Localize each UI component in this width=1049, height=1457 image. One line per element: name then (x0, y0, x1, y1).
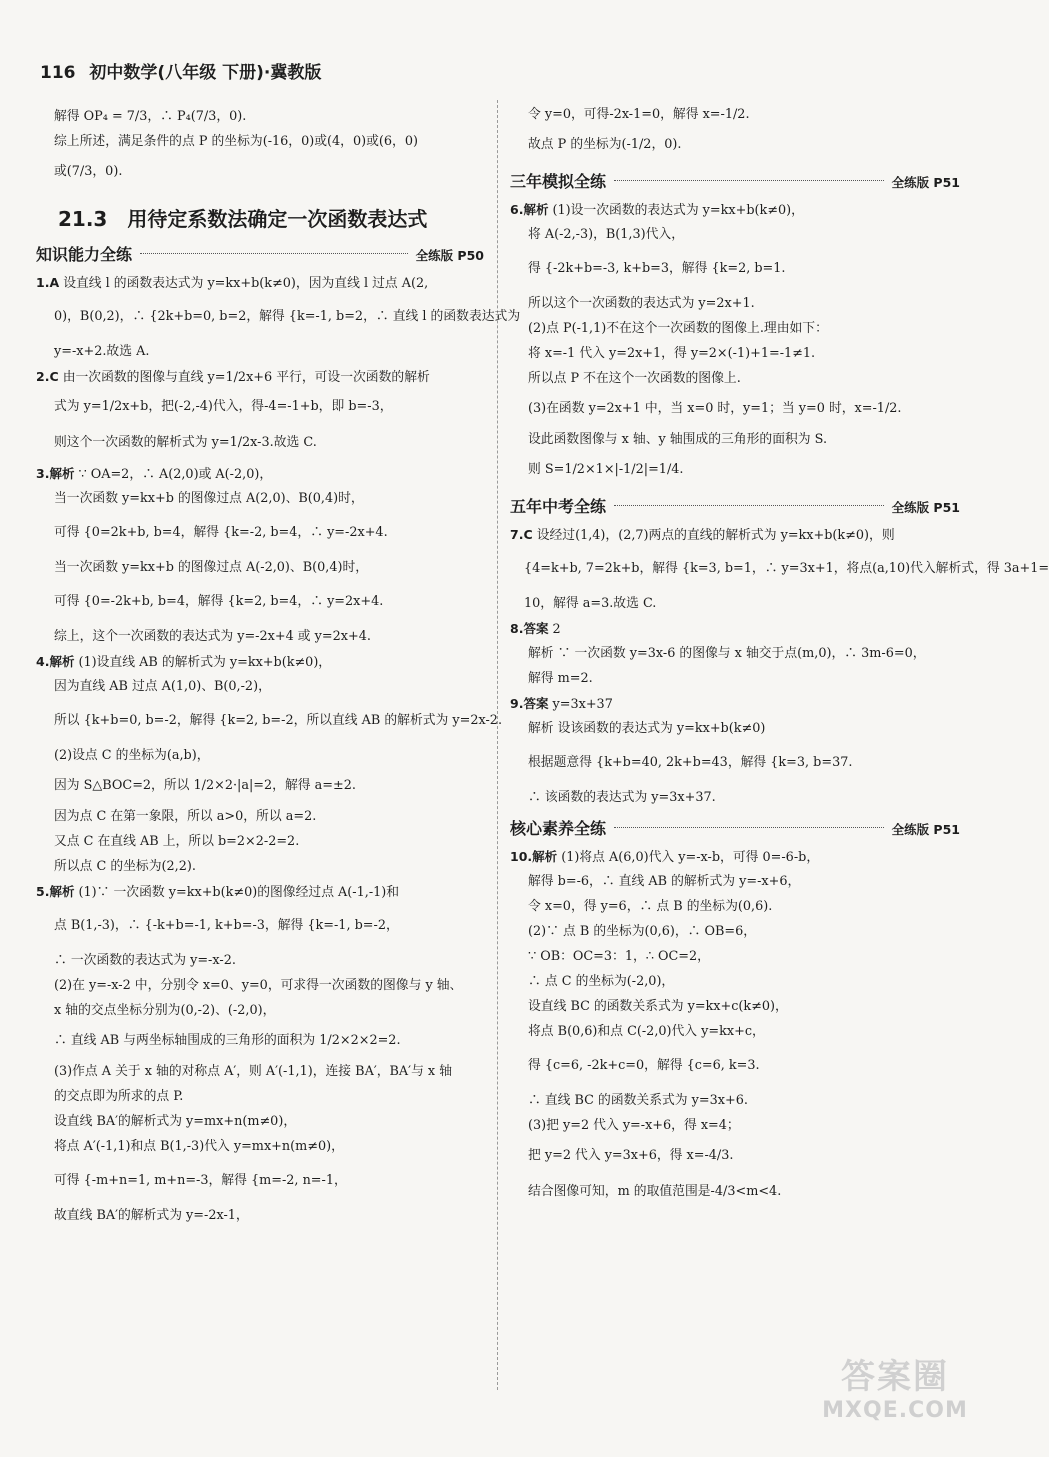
exercise-section-bar (510, 167, 960, 197)
line-text: (2)∵ 点 B 的坐标为(0,6)，∴ OB=6， (528, 924, 757, 939)
solution-line (510, 366, 960, 391)
line-text: ∵ OB：OC=3：1，∴ OC=2， (528, 949, 710, 964)
problem-number: 2.C (36, 369, 59, 384)
solution-line (510, 427, 960, 452)
line-text: 可得 {-m+n=1, m+n=-3，解得 {m=-2, n=-1， (54, 1173, 347, 1188)
problem-number: 8.答案 (510, 621, 549, 636)
solution-line (36, 768, 484, 804)
problem-line (510, 616, 960, 641)
solution-line (510, 1113, 960, 1138)
right-column (510, 102, 1049, 1210)
line-text: ∴ 直线 BC 的函数关系式为 y=3x+6. (528, 1093, 748, 1108)
problem-number: 10.解析 (510, 849, 558, 864)
watermark-bottom-text: MXQE.COM (822, 1398, 968, 1423)
problem-number: 1.A (36, 275, 60, 290)
solution-line (510, 741, 960, 785)
solution-line (36, 555, 484, 580)
line-text: 结合图像可知，m 的取值范围是-4/3<m<4. (528, 1184, 782, 1199)
solution-line (510, 341, 960, 366)
problem-number: 4.解析 (36, 654, 75, 669)
solution-line (36, 154, 484, 190)
solution-line (510, 316, 960, 341)
line-text: y=3x+37 (548, 697, 613, 712)
solution-line (510, 1138, 960, 1174)
solution-line (510, 666, 960, 691)
problem-number: 5.解析 (36, 884, 75, 899)
line-text: 所以 {k+b=0, b=-2，解得 {k=2, b=-2，所以直线 AB 的解析式为 y=2x-2. (54, 713, 503, 728)
solution-line (510, 944, 960, 969)
solution-line (510, 127, 960, 163)
problem-line (510, 197, 960, 222)
line-text: 点 B(1,-3)，∴ {-k+b=-1, k+b=-3，解得 {k=-1, b=-2， (54, 918, 399, 933)
line-text: 令 x=0，得 y=6，∴ 点 B 的坐标为(0,6). (528, 899, 773, 914)
line-text: 当一次函数 y=kx+b 的图像过点 A(2,0)、B(0,4)时， (54, 491, 364, 506)
line-text: (1)∵ 一次函数 y=kx+b(k≠0)的图像经过点 A(-1,-1)和 (74, 885, 400, 900)
solution-line (510, 785, 960, 810)
line-text: (1)设一次函数的表达式为 y=kx+b(k≠0)， (548, 203, 804, 218)
line-text: 所以这个一次函数的表达式为 y=2x+1. (528, 296, 755, 311)
line-text: 因为 S△BOC=2，所以 1/2×2·|a|=2，解得 a=±2. (54, 778, 356, 793)
solution-line (36, 1023, 484, 1059)
dotted-leader (614, 505, 884, 506)
watermark-top-text: 答案圈 (841, 1357, 949, 1397)
problem-line (510, 522, 960, 547)
problem-line (36, 364, 484, 389)
solution-line (36, 973, 484, 998)
solution-line (510, 222, 960, 247)
line-text: ∴ 直线 AB 与两坐标轴围成的三角形的面积为 1/2×2×2=2. (54, 1033, 401, 1048)
solution-line (36, 674, 484, 699)
exercise-section-bar (36, 240, 484, 270)
solution-line (510, 994, 960, 1019)
exercise-section-bar (510, 492, 960, 522)
line-text: 10，解得 a=3.故选 C. (524, 596, 657, 611)
solution-line (36, 1134, 484, 1159)
solution-line (510, 452, 960, 488)
line-text: 故点 P 的坐标为(-1/2，0). (528, 137, 682, 152)
exercise-section-title: 知识能力全练 (36, 245, 133, 264)
problem-line (36, 270, 484, 295)
solution-line (36, 511, 484, 555)
solution-line (510, 1088, 960, 1113)
solution-line (36, 295, 521, 339)
line-text: y=-x+2.故选 A. (54, 344, 150, 359)
watermark-logo (800, 1349, 990, 1449)
line-text: 又点 C 在直线 AB 上，所以 b=2×2-2=2. (54, 834, 300, 849)
solution-line (510, 391, 960, 427)
line-text: 解得 m=2. (528, 671, 593, 686)
solution-line (36, 998, 484, 1023)
solution-line (510, 291, 960, 316)
solution-line (36, 389, 484, 425)
problem-number: 9.答案 (510, 696, 549, 711)
line-text: 由一次函数的图像与直线 y=1/2x+6 平行，可设一次函数的解析 (58, 370, 430, 385)
line-text: 将 x=-1 代入 y=2x+1，得 y=2×(-1)+1=-1≠1. (528, 346, 816, 361)
solution-line (36, 948, 484, 973)
solution-line (36, 743, 484, 768)
page-reference: 全练版 P51 (891, 500, 960, 515)
line-text: 则 S=1/2×1×|-1/2|=1/4. (528, 462, 684, 477)
solution-line (510, 716, 960, 741)
left-column (36, 104, 521, 1228)
solution-line (510, 919, 960, 944)
solution-line (510, 591, 960, 616)
line-text: (2)点 P(-1,1)不在这个一次函数的图像上.理由如下： (528, 321, 828, 336)
line-text: 综上所述，满足条件的点 P 的坐标为(-16，0)或(4，0)或(6，0) (54, 134, 418, 149)
line-text: 将点 B(0,6)和点 C(-2,0)代入 y=kx+c， (528, 1024, 765, 1039)
solution-line (36, 580, 484, 624)
page-number: 116 (40, 63, 76, 83)
line-text: 解析 设该函数的表达式为 y=kx+b(k≠0) (528, 721, 766, 736)
solution-line (510, 1019, 960, 1044)
solution-line (36, 1059, 484, 1084)
solution-line (36, 1159, 484, 1203)
exercise-section-title: 核心素养全练 (510, 819, 607, 838)
line-text: {4=k+b, 7=2k+b，解得 {k=3, b=1，∴ y=3x+1，将点(a,10)代入解析式，得 3a+1= (524, 561, 1049, 576)
line-text: 设直线 BC 的函数关系式为 y=kx+c(k≠0)， (528, 999, 788, 1014)
problem-number: 3.解析 (36, 466, 75, 481)
solution-line (510, 102, 960, 127)
solution-line (510, 247, 960, 291)
line-text: 设经过(1,4)，(2,7)两点的直线的解析式为 y=kx+b(k≠0)，则 (532, 528, 895, 543)
page-reference: 全练版 P50 (415, 248, 484, 263)
dotted-leader (140, 253, 408, 254)
book-title: 初中数学(八年级 下册)·冀教版 (89, 63, 322, 83)
exercise-section-title: 三年模拟全练 (510, 172, 607, 191)
solution-line (36, 804, 484, 829)
line-text: 设直线 l 的函数表达式为 y=kx+b(k≠0)，因为直线 l 过点 A(2, (59, 276, 429, 291)
solution-line (36, 339, 484, 364)
line-text: 2 (548, 622, 561, 637)
page-reference: 全练版 P51 (891, 175, 960, 190)
solution-line (510, 641, 960, 666)
exercise-section-title: 五年中考全练 (510, 497, 607, 516)
line-text: ∴ 该函数的表达式为 y=3x+37. (528, 790, 716, 805)
line-text: 式为 y=1/2x+b，把(-2,-4)代入，得-4=-1+b，即 b=-3， (54, 399, 393, 414)
line-text: 将 A(-2,-3)，B(1,3)代入， (528, 227, 685, 242)
problem-line (36, 649, 484, 674)
line-text: 设此函数图像与 x 轴、y 轴围成的三角形的面积为 S. (528, 432, 828, 447)
line-text: x 轴的交点坐标分别为(0,-2)、(-2,0)， (54, 1003, 276, 1018)
solution-line (36, 1084, 484, 1109)
solution-line (510, 1174, 960, 1210)
solution-line (36, 904, 484, 948)
line-text: 令 y=0，可得-2x-1=0，解得 x=-1/2. (528, 107, 750, 122)
line-text: ∴ 一次函数的表达式为 y=-x-2. (54, 953, 236, 968)
dotted-leader (614, 180, 884, 181)
line-text: 得 {-2k+b=-3, k+b=3，解得 {k=2, b=1. (528, 261, 786, 276)
line-text: 故直线 BA′的解析式为 y=-2x-1， (54, 1208, 249, 1223)
solution-line (36, 699, 503, 743)
line-text: (3)作点 A 关于 x 轴的对称点 A′，则 A′(-1,1)，连接 BA′，BA′与 x 轴 (54, 1064, 453, 1079)
solution-line (36, 624, 484, 649)
solution-line (510, 1044, 960, 1088)
line-text: 把 y=2 代入 y=3x+6，得 x=-4/3. (528, 1148, 734, 1163)
solution-line (36, 854, 484, 879)
line-text: ∵ OA=2，∴ A(2,0)或 A(-2,0)， (74, 467, 273, 482)
line-text: 根据题意得 {k+b=40, 2k+b=43，解得 {k=3, b=37. (528, 755, 853, 770)
line-text: (3)在函数 y=2x+1 中，当 x=0 时，y=1；当 y=0 时，x=-1/2. (528, 401, 902, 416)
line-text: 的交点即为所求的点 P. (54, 1089, 184, 1104)
solution-line (36, 829, 484, 854)
section-title: 21.3 用待定系数法确定一次函数表达式 (58, 207, 428, 231)
line-text: 将点 A′(-1,1)和点 B(1,-3)代入 y=mx+n(m≠0)， (54, 1139, 344, 1154)
line-text: 所以点 C 的坐标为(2,2). (54, 859, 196, 874)
line-text: 因为直线 AB 过点 A(1,0)、B(0,-2)， (54, 679, 271, 694)
solution-line (510, 969, 960, 994)
exercise-section-bar (510, 814, 960, 844)
solution-line (36, 104, 484, 129)
line-text: ∴ 点 C 的坐标为(-2,0)， (528, 974, 675, 989)
line-text: 解析 ∵ 一次函数 y=3x-6 的图像与 x 轴交于点(m,0)，∴ 3m-6=0， (528, 646, 926, 661)
line-text: (2)在 y=-x-2 中，分别令 x=0、y=0，可求得一次函数的图像与 y 轴、 (54, 978, 463, 993)
line-text: (1)将点 A(6,0)代入 y=-x-b，可得 0=-6-b， (557, 850, 820, 865)
line-text: 综上，这个一次函数的表达式为 y=-2x+4 或 y=2x+4. (54, 629, 371, 644)
solution-line (510, 894, 960, 919)
solution-line (36, 129, 484, 154)
dotted-leader (614, 827, 884, 828)
problem-number: 6.解析 (510, 202, 549, 217)
line-text: 或(7/3，0). (54, 164, 123, 179)
solution-line (36, 486, 484, 511)
column-divider (497, 100, 498, 1390)
line-text: 因为点 C 在第一象限，所以 a>0，所以 a=2. (54, 809, 317, 824)
line-text: 设直线 BA′的解析式为 y=mx+n(m≠0)， (54, 1114, 297, 1129)
page-reference: 全练版 P51 (891, 822, 960, 837)
solution-line (510, 869, 960, 894)
problem-number: 7.C (510, 527, 533, 542)
problem-line (510, 844, 960, 869)
line-text: 解得 OP₄ = 7/3，∴ P₄(7/3，0). (54, 109, 247, 124)
line-text: 得 {c=6, -2k+c=0，解得 {c=6, k=3. (528, 1058, 760, 1073)
line-text: 解得 b=-6，∴ 直线 AB 的解析式为 y=-x+6， (528, 874, 801, 889)
solution-line (510, 547, 1049, 591)
solution-line (36, 425, 484, 461)
problem-line (510, 691, 960, 716)
solution-line (36, 1109, 484, 1134)
line-text: (3)把 y=2 代入 y=-x+6，得 x=4； (528, 1118, 740, 1133)
line-text: 可得 {0=2k+b, b=4，解得 {k=-2, b=4，∴ y=-2x+4. (54, 525, 388, 540)
line-text: 所以点 P 不在这个一次函数的图像上. (528, 371, 741, 386)
line-text: (1)设直线 AB 的解析式为 y=kx+b(k≠0)， (74, 655, 332, 670)
line-text: 当一次函数 y=kx+b 的图像过点 A(-2,0)、B(0,4)时， (54, 560, 369, 575)
problem-line (36, 461, 484, 486)
line-text: 可得 {0=-2k+b, b=4，解得 {k=2, b=4，∴ y=2x+4. (54, 594, 384, 609)
page-header (40, 58, 321, 83)
line-text: 则这个一次函数的解析式为 y=1/2x-3.故选 C. (54, 435, 317, 450)
solution-line (36, 1203, 484, 1228)
problem-line (36, 879, 484, 904)
line-text: (2)设点 C 的坐标为(a,b)， (54, 748, 210, 763)
line-text: 0)，B(0,2)，∴ {2k+b=0, b=2，解得 {k=-1, b=2，∴ 直线 l 的函数表达式为 (54, 309, 521, 324)
